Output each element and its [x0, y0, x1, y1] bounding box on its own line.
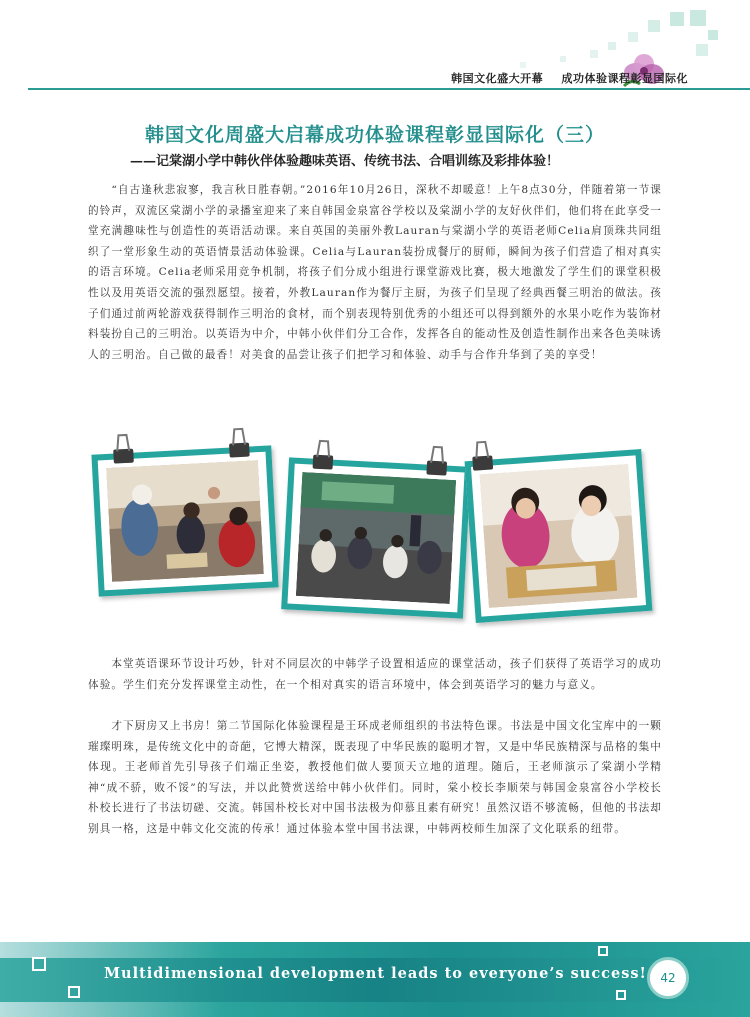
- footer-square-icon: [32, 957, 46, 971]
- binder-clip-icon: [308, 438, 338, 473]
- running-header: [437, 70, 688, 86]
- header-left-title: 韩国文化盛大开幕: [451, 72, 544, 85]
- page-number: 42: [647, 957, 689, 999]
- paragraph-1: [88, 180, 662, 365]
- paragraph-2: [88, 654, 662, 695]
- article-title: 韩国文化周盛大启幕成功体验课程彰显国际化（三）: [144, 124, 605, 146]
- footer-square-icon: [616, 990, 626, 1000]
- binder-clip-icon: [108, 432, 138, 467]
- photo-sandwich-making: [465, 449, 653, 623]
- footer-square-icon: [598, 946, 608, 956]
- photo-classroom: [281, 457, 471, 618]
- photo-image: [296, 472, 456, 604]
- paragraph-3: [88, 716, 662, 840]
- photo-image: [480, 464, 638, 608]
- article-subtitle: ——记棠湖小学中韩伙伴体验趣味英语、传统书法、合唱训练及彩排体验！: [130, 154, 560, 169]
- paragraph-3-text: 才下厨房又上书房！第二节国际化体验课程是王环成老师组织的书法特色课。书法是中国文化宝库中的一颗璀璨明珠，是传统文化中的奇葩，它博大精深，既表现了中华民族的聪明才智，又是中华民族精深与品格的集中体现。王老师首先引导孩子们端正坐姿，教授他们做人要顶天立地的道理。随后，王老师演示了棠湖小学精神“成不骄，败不馁”的写法，并以此赞赏送给中韩小伙伴们。同时，棠小校长李顺荣与韩国金泉富谷小学校长朴校长进行了书法切磋、交流。韩国朴校长对中国书法极为仰慕且素有研究！虽然汉语不够流畅，但他的书法却别具一格，这是中韩文化交流的传承！通过体验本堂中国书法课，中韩两校师生加深了文化联系的纽带。: [88, 720, 662, 835]
- header-rule: [28, 88, 750, 90]
- footer-square-icon: [68, 986, 80, 998]
- paragraph-1-text: “自古逢秋悲寂寥，我言秋日胜春朝。”2016年10月26日，深秋不却暖意！上午8点30分，伴随着第一节课的铃声，双流区棠湖小学的录播室迎来了来自韩国金泉富谷学校以及棠湖小学的友好伙伴们，他们将在此享受一堂充满趣味性与创造性的英语活动课。来自英国的美丽外教Lauran与棠湖小学的英语老师Celia肩顶珠共同组织了一堂形象生动的英语情景活动体验课。Celia与Lauran装扮成餐厅的厨师，瞬间为孩子们营造了相对真实的语言环境。Celia老师采用竞争机制，将孩子们分成小组进行课堂游戏比赛，极大地激发了学生们的课堂积极性以及用英语交流的强烈愿望。接着，外教Lauran作为餐厅主厨，为孩子们呈现了经典西餐三明治的做法。孩子们通过前两轮游戏获得制作三明治的食材，而个别表现特别优秀的小组还可以得到额外的水果小吃作为装饰材料装扮自己的三明治。以英语为中介，中韩小伙伴们分工合作，发挥各自的能动性及创造性制作出来各色美味诱人的三明治。自己做的最香！对美食的品尝让孩子们把学习和体验、动手与合作升华到了美的享受！: [88, 184, 662, 361]
- photo-cooking-class: [91, 445, 278, 596]
- footer-slogan: Multidimensional development leads to everyone’s success!: [104, 965, 647, 982]
- photo-image: [106, 460, 264, 582]
- binder-clip-icon: [224, 426, 254, 461]
- header-right-title: 成功体验课程彰显国际化: [561, 72, 688, 85]
- paragraph-2-text: 本堂英语课环节设计巧妙，针对不同层次的中韩学子设置相适应的课堂活动，孩子们获得了英语学习的成功体验。学生们充分发挥课堂主动性，在一个相对真实的语言环境中，体会到英语学习的魅力与意义。: [88, 658, 662, 691]
- binder-clip-icon: [467, 439, 497, 475]
- binder-clip-icon: [422, 444, 452, 479]
